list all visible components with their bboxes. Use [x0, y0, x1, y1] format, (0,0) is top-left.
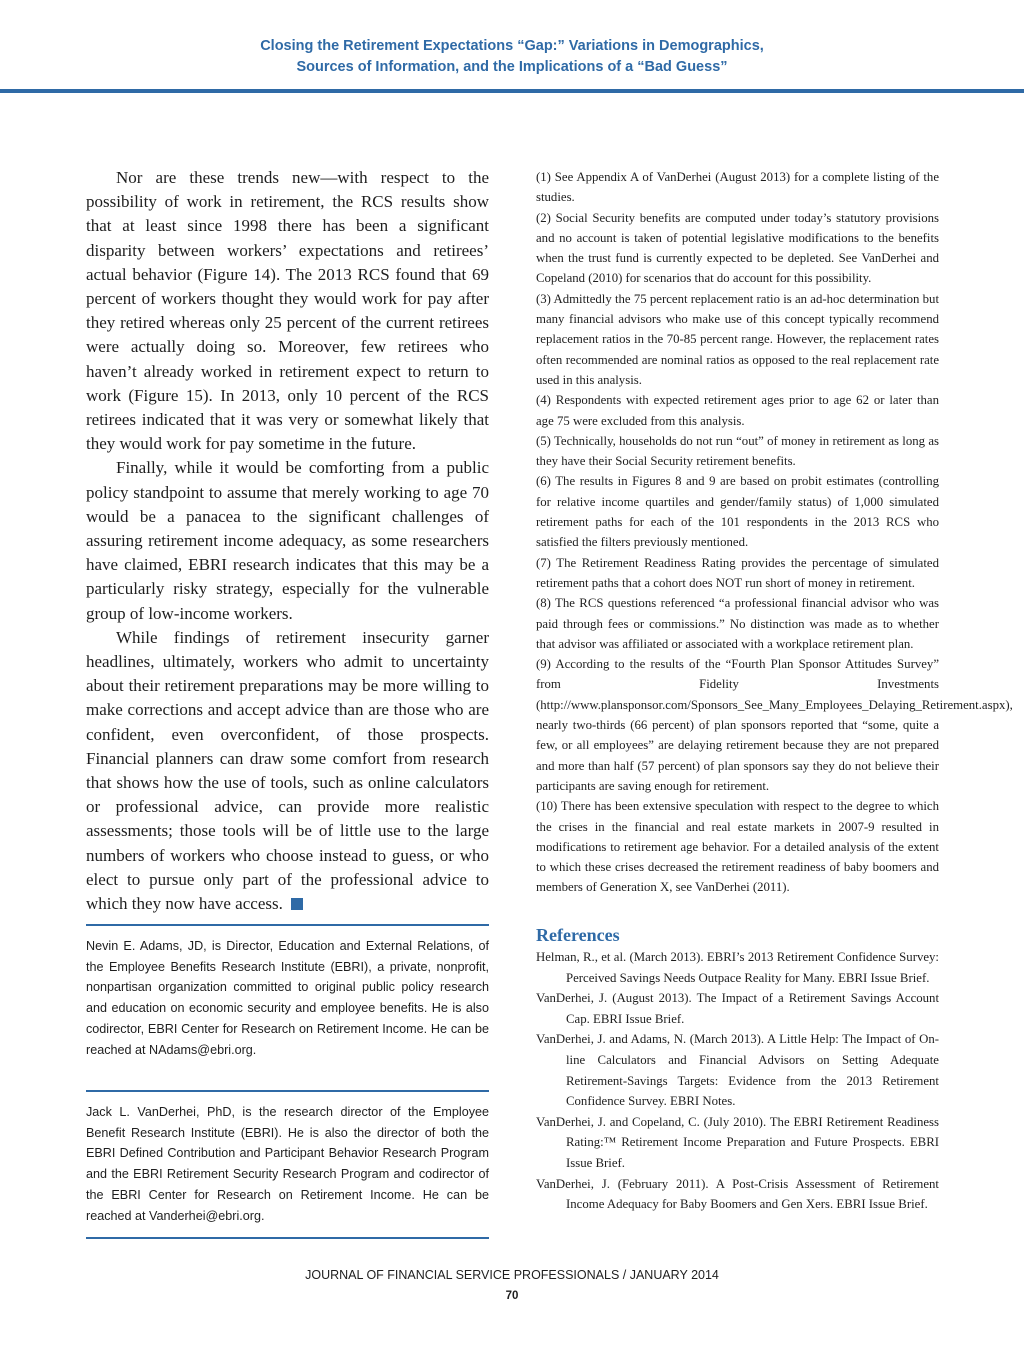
- end-of-article-mark: [291, 898, 303, 910]
- endnote: (9) According to the results of the “Fourth Plan Sponsor Attitudes Survey” from Fidelity Investments (http://www.plansponsor.com/Sponsors_See_Many_Employees_Delaying_Retirement.aspx), nearly two-thirds (66 percent) of plan sponsors reported that “some, quite a few, or all employees” are delaying retirement because they are not prepared and more than half (57 percent) of plan sponsors say they do not believe their participants are saving enough for retirement.: [536, 657, 1013, 793]
- reference-item: VanDerhei, J. and Adams, N. (March 2013). A Little Help: The Impact of On-line Calculators and Financial Advisors on Setting Adequate Retirement-Savings Targets: Evidence from the 2013 Retirement Confidence Survey. EBRI Notes.: [536, 1032, 939, 1109]
- footer-journal-line: JOURNAL OF FINANCIAL SERVICE PROFESSIONALS / JANUARY 2014: [305, 1268, 719, 1282]
- author-bio-vanderhei: Jack L. VanDerhei, PhD, is the research director of the Employee Benefit Research Institute (EBRI). He is also the director of both the EBRI Defined Contribution and Participant Behavior Research Program and the EBRI Retirement Security Research Program and codirector of the EBRI Center for Research on Retirement Income. He can be reached at Vanderhei@ebri.org.: [86, 1105, 489, 1223]
- endnotes: [536, 167, 1013, 898]
- body-paragraph: [86, 626, 489, 916]
- endnote: (7) The Retirement Readiness Rating provides the percentage of simulated retirement paths that a cohort does NOT run short of money in retirement.: [536, 555, 939, 590]
- reference-item: VanDerhei, J. (August 2013). The Impact of a Retirement Savings Account Cap. EBRI Issue Brief.: [536, 991, 939, 1026]
- endnote: (6) The results in Figures 8 and 9 are based on probit estimates (controlling for relative income quartiles and gender/family status) of 1,000 simulated retirement paths for each of the 101 respondents in the 2013 RCS who satisfied the filters previously mentioned.: [536, 474, 939, 550]
- running-title-line-2: Sources of Information, and the Implications of a “Bad Guess”: [296, 59, 728, 75]
- body-paragraph: Finally, while it would be comforting from a public policy standpoint to assume that merely working to age 70 would be a panacea to the significant challenges of assuring retirement income adequacy, as some researchers have claimed, EBRI research indicates that this may be a particularly risky strategy, especially for the vulnerable group of low-income workers.: [86, 458, 489, 623]
- bio-rule-top: [86, 924, 489, 926]
- author-bio-adams: Nevin E. Adams, JD, is Director, Education and External Relations, of the Employee Benefits Research Institute (EBRI), a private, nonprofit, nonpartisan organization committed to original public policy research and education on economic security and employee benefits. He is also codirector, EBRI Center for Research on Retirement Income. He can be reached at NAdams@ebri.org.: [86, 939, 489, 1057]
- endnote: (8) The RCS questions referenced “a professional financial advisor who was paid through fees or commissions.” No distinction was made as to whether that advisor was affiliated or associated with a workplace retirement plan.: [536, 596, 939, 651]
- reference-item: VanDerhei, J. and Copeland, C. (July 2010). The EBRI Retirement Readiness Rating:™ Retirement Income Preparation and Future Prospects. EBRI Issue Brief.: [536, 1114, 939, 1170]
- endnote: (1) See Appendix A of VanDerhei (August 2013) for a complete listing of the studies.: [536, 170, 939, 205]
- reference-item: VanDerhei, J. (February 2011). A Post-Crisis Assessment of Retirement Income Adequacy for Baby Boomers and Gen Xers. EBRI Issue Brief.: [536, 1176, 939, 1212]
- bio-rule-middle: [86, 1090, 489, 1092]
- article-body: [86, 166, 489, 916]
- body-paragraph: Nor are these trends new—with respect to the possibility of work in retirement, the RCS results show that at least since 1998 there has been a significant disparity between workers’ expectations and retirees’ actual behavior (Figure 14). The 2013 RCS found that 69 percent of workers thought they would work for pay after they retired whereas only 25 percent of the current retirees were actually doing so. Moreover, few retirees who haven’t already worked in retirement expect to return to work (Figure 15). In 2013, only 10 percent of the RCS retirees indicated that it was very or somewhat likely that they would work for pay sometime in the future.: [86, 168, 489, 454]
- page-header: [0, 0, 1024, 96]
- header-rule: [0, 89, 1024, 93]
- endnote: (2) Social Security benefits are computed under today’s statutory provisions and no account is taken of potential legislative modifications to the benefits when the trust fund is currently expected to be depleted. See VanDerhei and Copeland (2010) for scenarios that do account for this possibility.: [536, 210, 939, 286]
- page-number: 70: [505, 1290, 519, 1302]
- running-title-line-1: Closing the Retirement Expectations “Gap:” Variations in Demographics,: [260, 38, 764, 54]
- endnote: (3) Admittedly the 75 percent replacement ratio is an ad-hoc determination but many financial advisors who make use of this concept typically recommend replacement ratios in the 70-85 percent range. However, the replacement rates often recommended are nominal ratios as opposed to the real replacement rate used in this analysis.: [536, 291, 939, 387]
- references-heading: References: [536, 925, 620, 945]
- bio-rule-bottom: [86, 1237, 489, 1239]
- endnote: (5) Technically, households do not run “out” of money in retirement as long as they have their Social Security retirement benefits.: [536, 433, 939, 469]
- references-list: [536, 947, 939, 1215]
- endnote: (4) Respondents with expected retirement ages prior to age 62 or later than age 75 were excluded from this analysis.: [536, 393, 939, 428]
- reference-item: Helman, R., et al. (March 2013). EBRI’s 2013 Retirement Confidence Survey: Perceived Savings Needs Outpace Reality for Many. EBRI Issue Brief.: [536, 950, 939, 985]
- endnote: (10) There has been extensive speculation with respect to the degree to which the crises in the financial and real estate markets in 2007-9 resulted in modifications to retirement age behavior. For a detailed analysis of the extent to which these crises decreased the retirement readiness of baby boomers and members of Generation X, see VanDerhei (2011).: [536, 799, 939, 895]
- running-title: [0, 36, 1024, 78]
- body-paragraph-text: While findings of retirement insecurity garner headlines, ultimately, workers who admit to uncertainty about their retirement preparations may be more willing to make corrections and accept advice than are those who are confident, even overconfident, of those prospects. Financial planners can draw some comfort from research that shows how the use of tools, such as online calculators or professional advice, can provide more realistic assessments; those tools will be of little use to the large numbers of workers who choose instead to guess, or who elect to pursue only part of the professional advice to which they now have access.: [86, 627, 489, 914]
